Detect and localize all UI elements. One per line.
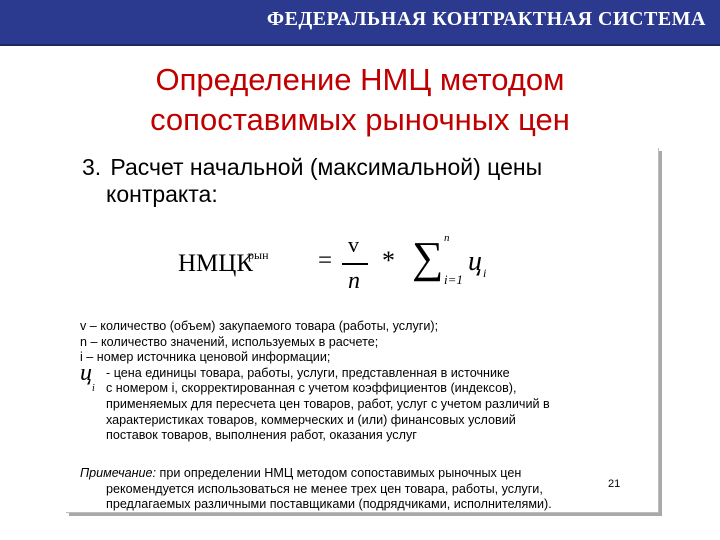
definition-ui-line1: - цена единицы товара, работы, услуги, представленная в источнике	[106, 365, 510, 380]
point-heading	[82, 154, 642, 208]
note-block	[80, 466, 650, 513]
definition-ui-symbol: ц	[80, 360, 92, 386]
note-line3: предлагаемых различными поставщиками (подрядчиками, исполнителями).	[106, 497, 552, 512]
definition-ui-symbol-subscript: i	[92, 383, 95, 394]
header-bar	[0, 0, 720, 46]
content-panel	[66, 148, 659, 513]
formula-equals: =	[318, 247, 333, 274]
point-number: 3.	[82, 154, 102, 180]
slide-title-line2: сопоставимых рыночных цен	[150, 102, 570, 137]
formula-lhs-superscript: рын	[248, 248, 269, 262]
definition-ui-line4: характеристиках товаров, коммерческих и (или) финансовых условий	[106, 412, 516, 427]
formula-numerator: v	[348, 232, 359, 257]
header-title: ФЕДЕРАЛЬНАЯ КОНТРАКТНАЯ СИСТЕМА	[266, 8, 706, 30]
page-number: 21	[608, 478, 621, 490]
formula-multiply: *	[382, 246, 395, 275]
definition-n: n – количество значений, используемых в расчете;	[80, 334, 379, 349]
formula-sum-upper: n	[444, 232, 450, 244]
formula-sum-lower: i=1	[444, 272, 463, 287]
definition-ui-line5: поставок товаров, выполнения работ, оказания услуг	[106, 428, 417, 443]
formula-sum-sign: ∑	[412, 233, 444, 282]
definitions-block	[80, 319, 650, 444]
note-line2: рекомендуется использоваться не менее трех цен товара, работы, услуги,	[106, 481, 543, 496]
slide-title	[60, 60, 660, 140]
formula	[66, 232, 658, 302]
note-label: Примечание:	[80, 466, 157, 480]
point-line1: Расчет начальной (максимальной) цены	[110, 154, 543, 180]
formula-denominator: n	[348, 268, 360, 294]
definition-ui-line3: применяемых для пересчета цен товаров, работ, услуг с учетом различий в	[106, 396, 550, 411]
note-line1: при определении НМЦ методом сопоставимых рыночных цен	[159, 466, 522, 480]
formula-fraction-bar	[342, 263, 368, 265]
definition-ui-line2: с номером i, скорректированная с учетом коэффициентов (индексов),	[106, 381, 517, 396]
slide-title-line1: Определение НМЦ методом	[155, 62, 565, 97]
formula-lhs: НМЦК	[178, 250, 254, 277]
formula-term: ц	[468, 246, 482, 277]
formula-term-subscript: i	[483, 266, 487, 280]
point-line2: контракта:	[106, 181, 218, 207]
definition-i: i – номер источника ценовой информации;	[80, 350, 331, 365]
definition-v: v – количество (объем) закупаемого товара (работы, услуги);	[80, 319, 439, 333]
